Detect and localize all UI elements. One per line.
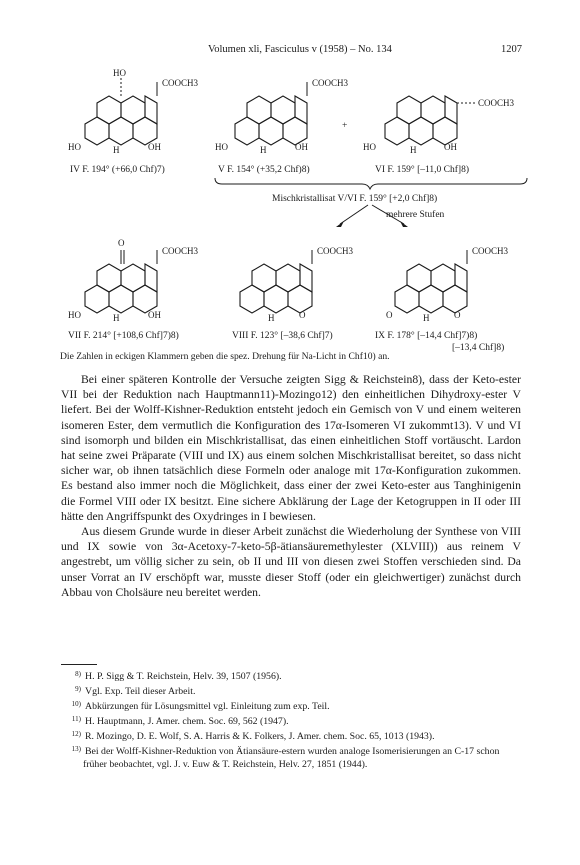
footnote-text: Abkürzungen für Lösungsmittel vgl. Einleitung zum exp. Teil.: [85, 701, 330, 712]
group-ho: HO: [68, 142, 81, 152]
footnote: [61, 698, 521, 713]
footnote-rule: [61, 664, 97, 665]
structure-vi: [363, 96, 515, 155]
footnote-mark: 11): [71, 715, 81, 723]
group-oh: OH: [148, 310, 161, 320]
group-cooch3: COOCH3: [312, 78, 349, 88]
body-text: [61, 372, 521, 600]
running-title: Volumen xli, Fasciculus v (1958) – No. 134: [208, 44, 392, 55]
label-v: V F. 154° (+35,2 Chf)8): [218, 165, 310, 175]
label-ix-second: [–13,4 Chf]8): [452, 343, 505, 353]
footnote-text: H. P. Sigg & T. Reichstein, Helv. 39, 1507 (1956).: [85, 671, 282, 682]
group-ho: HO: [363, 142, 376, 152]
group-oh: OH: [148, 142, 161, 152]
footnote-mark: 8): [75, 670, 81, 678]
group-o: O: [299, 310, 306, 320]
footnote-mark: 13): [71, 745, 81, 753]
structure-ix: [386, 246, 509, 323]
structure-iv: [68, 68, 199, 155]
label-ix: IX F. 178° [–14,4 Chf]7)8): [375, 331, 478, 341]
group-h: H: [260, 145, 267, 155]
arrow-to-viii: [340, 205, 368, 224]
group-cooch3: COOCH3: [472, 246, 509, 256]
group-ho: HO: [68, 310, 81, 320]
label-mixed: Mischkristallisat V/VI F. 159° [+2,0 Chf]8): [272, 194, 438, 204]
label-vii: VII F. 214° [+108,6 Chf]7)8): [68, 331, 179, 341]
structure-vii: [68, 238, 199, 323]
footnote-mark: 10): [71, 700, 81, 708]
paragraph: Aus diesem Grunde wurde in dieser Arbeit zunächst die Wiederholung der Synthese von VIII und IX sowie von 3α-Acetoxy-7-keto-5β-ätiansäuremethylester (XLVIII)) aus reinem V angestrebt, um völlig sicher zu sein, ob II und III von diesen zwei Stoffen verschieden sind. Da unser Vorrat an IV erschöpft war, musste dieser Stoff (oder ein gleichwertiger) zunächst durch Abbau von Cholsäure neu bereitet werden.: [61, 525, 521, 599]
group-cooch3: COOCH3: [162, 246, 199, 256]
group-cooch3: COOCH3: [162, 78, 199, 88]
footnote-mark: 9): [75, 685, 81, 693]
footnote: [61, 728, 521, 743]
footnote: [61, 668, 521, 683]
scheme-caption: Die Zahlen in eckigen Klammern geben die spez. Drehung für Na-Licht in Chf10) an.: [60, 351, 390, 362]
group-ho: HO: [113, 68, 126, 78]
group-o: O: [386, 310, 393, 320]
group-cooch3-dashed: COOCH3: [478, 98, 515, 108]
footnote-text: R. Mozingo, D. E. Wolf, S. A. Harris & K. Folkers, J. Amer. chem. Soc. 65, 1013 (1943).: [85, 731, 435, 742]
group-o: O: [454, 310, 461, 320]
group-ho: HO: [215, 142, 228, 152]
running-header: [0, 44, 580, 60]
group-h: H: [113, 313, 120, 323]
plus-sign: +: [342, 121, 348, 131]
structure-viii: [240, 246, 354, 323]
group-h: H: [113, 145, 120, 155]
group-oh: OH: [444, 142, 457, 152]
label-vi: VI F. 159° [–11,0 Chf]8): [375, 165, 469, 175]
footnote: [61, 713, 521, 728]
label-steps: mehrere Stufen: [386, 210, 445, 220]
group-oh: OH: [295, 142, 308, 152]
footnote-mark: 12): [71, 730, 81, 738]
footnotes: [61, 668, 521, 771]
footnote-text: Vgl. Exp. Teil dieser Arbeit.: [85, 686, 196, 697]
group-h: H: [410, 145, 417, 155]
label-viii: VIII F. 123° [–38,6 Chf]7): [232, 331, 333, 341]
structure-v: [215, 78, 349, 155]
group-o: O: [118, 238, 125, 248]
footnote-text: H. Hauptmann, J. Amer. chem. Soc. 69, 562 (1947).: [85, 716, 289, 727]
footnote-text: Bei der Wolff-Kishner-Reduktion von Ätiansäure-estern wurden analoge Isomerisierungen an C-17 schon früher beobachtet, vgl. J. v. Euw & T. Reichstein, Helv. 27, 1851 (1944).: [83, 746, 500, 770]
mixed-crystal-brace: [215, 178, 527, 189]
footnote: [61, 743, 521, 771]
reaction-scheme: [0, 62, 580, 362]
group-cooch3: COOCH3: [317, 246, 354, 256]
page-number: 1207: [501, 44, 522, 55]
paragraph: Bei einer späteren Kontrolle der Versuche zeigten Sigg & Reichstein8), dass der Keto-ester VII bei der Reduktion nach Hauptmann11)-Mozingo12) den einheitlichen Dihydroxy-ester V liefert. Bei der Wolff-Kishner-Reduktion entsteht jedoch ein Gemisch von V und einem weiteren isomeren Ester, dem vermutlich die Konfiguration des 17α-Isomeren VI zukommt13). V und VI sind isomorph und bilden ein Mischkristallisat, das einen einheitlichen Stoff vortäuscht. Lardon hat seine zwei Präparate (VIII und IX) aus einem solchen Mischkristallisat bereitet, so dass nicht sicher war, ob ihnen tatsächlich diese Formeln oder analoge mit 17α-Konfiguration zukommen. Es bestand also immer noch die Möglichkeit, dass einer der zwei Keto-ester aus Tanghinigenin die Formel VIII oder IX besitzt. Eine sichere Abklärung der Lage der Ketogruppen in II oder III hätte den Angriffspunkt des Oxydringes in I bewiesen.: [61, 373, 521, 523]
footnote: [61, 683, 521, 698]
group-h: H: [423, 313, 430, 323]
label-iv: IV F. 194° (+66,0 Chf)7): [70, 165, 165, 175]
group-h: H: [268, 313, 275, 323]
